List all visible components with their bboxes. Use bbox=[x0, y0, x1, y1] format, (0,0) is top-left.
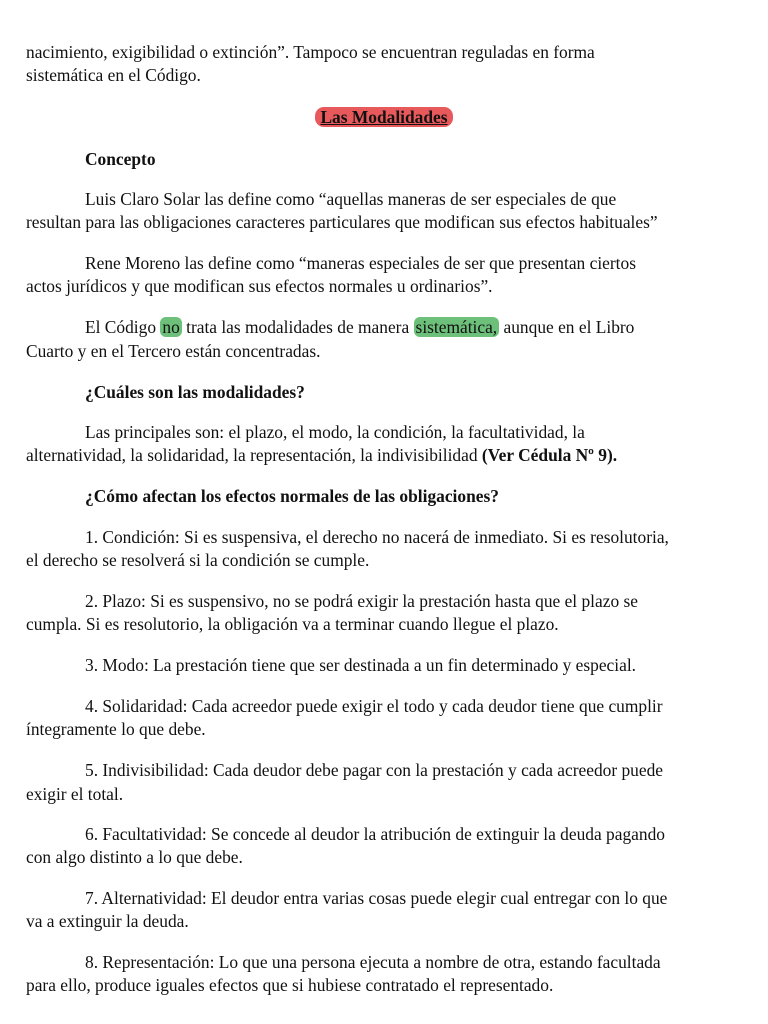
heading-cuales bbox=[85, 381, 305, 403]
list-item-line: 2. Plazo: Si es suspensivo, no se podrá exigir la prestación hasta que el plazo se bbox=[85, 591, 638, 611]
list-item-line: cumpla. Si es resolutorio, la obligación va a terminar cuando llegue el plazo. bbox=[26, 614, 559, 634]
paragraph-line: Cuarto y en el Tercero están concentradas. bbox=[26, 341, 321, 361]
list-item-line: exigir el total. bbox=[26, 784, 124, 804]
cedula-reference: (Ver Cédula Nº 9). bbox=[481, 445, 618, 465]
paragraph-line: sistemática en el Código. bbox=[26, 65, 201, 85]
heading-como bbox=[85, 485, 499, 507]
paragraph-line: Luis Claro Solar las define como “aquellas maneras de ser especiales de que bbox=[85, 189, 617, 209]
paragraph-line bbox=[85, 316, 634, 338]
list-item-line: 3. Modo: La prestación tiene que ser destinada a un fin determinado y especial. bbox=[85, 655, 636, 675]
section-title: Las Modalidades bbox=[315, 107, 452, 127]
text-run: aunque en el Libro bbox=[499, 317, 635, 337]
list-item-line: el derecho se resolverá si la condición se cumple. bbox=[26, 550, 370, 570]
section-title-line bbox=[0, 106, 768, 128]
paragraph-line: nacimiento, exigibilidad o extinción”. Tampoco se encuentran reguladas en forma bbox=[26, 42, 595, 62]
list-item-line: 7. Alternatividad: El deudor entra varias cosas puede elegir cual entregar con lo que bbox=[85, 888, 668, 908]
heading-text: ¿Cómo afectan los efectos normales de las obligaciones? bbox=[85, 486, 499, 506]
heading-text: Concepto bbox=[85, 149, 156, 169]
text-run: alternatividad, la solidaridad, la representación, la indivisibilidad bbox=[26, 445, 482, 465]
list-item-line: va a extinguir la deuda. bbox=[26, 911, 189, 931]
paragraph-line bbox=[26, 444, 617, 466]
text-run: El Código bbox=[85, 317, 161, 337]
heading-concepto bbox=[85, 148, 156, 170]
paragraph-line: resultan para las obligaciones caracteres particulares que modifican sus efectos habituales” bbox=[26, 212, 658, 232]
highlight-no: no bbox=[162, 317, 180, 337]
list-item-line: íntegramente lo que debe. bbox=[26, 719, 206, 739]
paragraph-line: Las principales son: el plazo, el modo, la condición, la facultatividad, la bbox=[85, 422, 585, 442]
list-item-line: 5. Indivisibilidad: Cada deudor debe pagar con la prestación y cada acreedor puede bbox=[85, 760, 664, 780]
highlight-sistematica: sistemática, bbox=[415, 317, 498, 337]
list-item-line: con algo distinto a lo que debe. bbox=[26, 847, 243, 867]
paragraph-line: actos jurídicos y que modifican sus efectos normales u ordinarios”. bbox=[26, 276, 493, 296]
heading-text: ¿Cuáles son las modalidades? bbox=[85, 382, 305, 402]
list-item-line: para ello, produce iguales efectos que si hubiese contratado el representado. bbox=[26, 975, 554, 995]
list-item-line: 4. Solidaridad: Cada acreedor puede exigir el todo y cada deudor tiene que cumplir bbox=[85, 696, 663, 716]
paragraph-line: Rene Moreno las define como “maneras especiales de ser que presentan ciertos bbox=[85, 253, 636, 273]
list-item-line: 1. Condición: Si es suspensiva, el derecho no nacerá de inmediato. Si es resolutoria, bbox=[85, 527, 669, 547]
list-item-line: 8. Representación: Lo que una persona ejecuta a nombre de otra, estando facultada bbox=[85, 952, 661, 972]
list-item-line: 6. Facultatividad: Se concede al deudor la atribución de extinguir la deuda pagando bbox=[85, 824, 665, 844]
text-run: trata las modalidades de manera bbox=[181, 317, 414, 337]
